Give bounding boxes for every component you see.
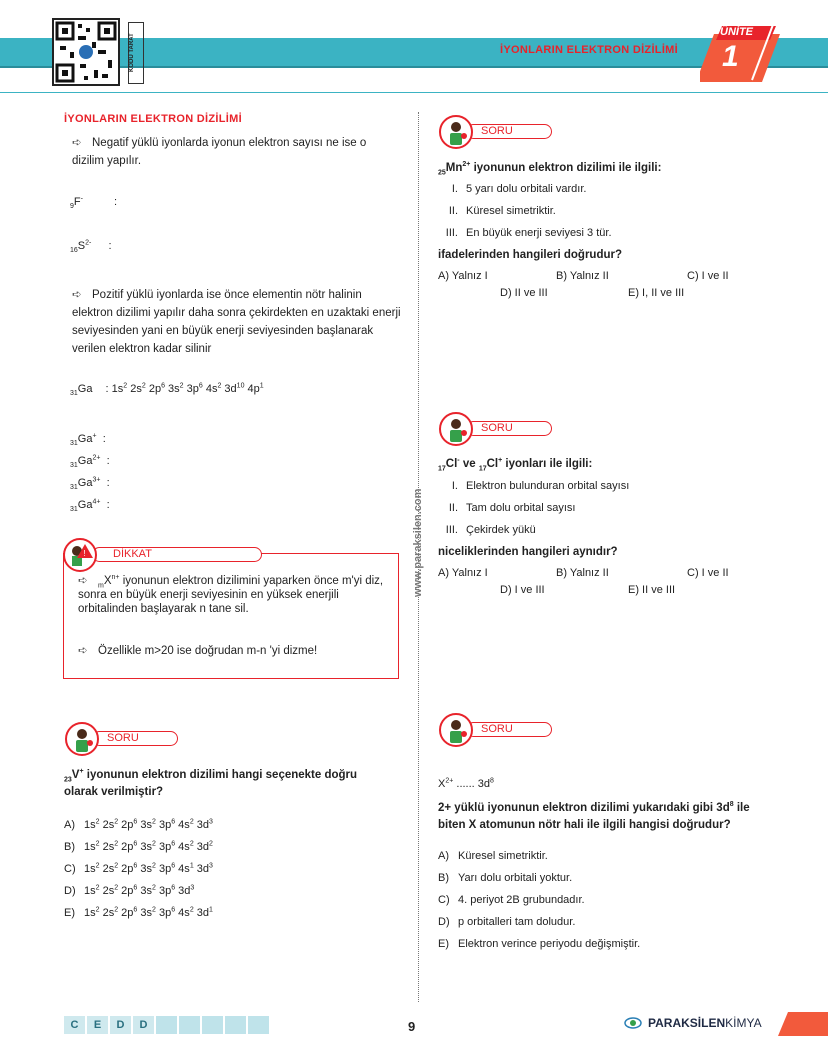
header-rule: [0, 92, 828, 93]
roman-item: III. En büyük enerji seviyesi 3 tür.: [445, 227, 612, 239]
dikkat-box: [63, 553, 399, 679]
s-ion: $_{16}S^{2-}$ :: [70, 239, 112, 255]
arrow-icon: ➪: [78, 645, 88, 657]
q2-opt-b[interactable]: B) Yalnız II: [556, 567, 609, 579]
q1-opt-c[interactable]: C) I ve II: [687, 270, 729, 282]
q3-options: [438, 845, 640, 955]
svg-text:!: !: [83, 549, 86, 558]
answer-key-strip: [64, 1016, 271, 1034]
soru-label-q1: SORU: [466, 124, 552, 139]
brand-logo: [624, 1014, 762, 1032]
left-option[interactable]: D) $1s^2$ $2s^2$ $2p^6$ $3s^2$ $3p^6$ $3d^3$: [64, 884, 195, 897]
brand-name: PARAKSİLEN: [648, 1016, 726, 1030]
left-option[interactable]: A) $1s^2$ $2s^2$ $2p^6$ $3s^2$ $3p^6$ $4s^2$ $3d^3$: [64, 818, 213, 831]
roman-item: I. 5 yarı dolu orbitali vardır.: [451, 183, 587, 195]
left-option[interactable]: C) $1s^2$ $2s^2$ $2p^6$ $3s^2$ $3p^6$ $4s^1$ $3d^3$: [64, 862, 213, 875]
answer-cell: D: [133, 1016, 154, 1034]
roman-item: II. Tam dolu orbital sayısı: [448, 502, 576, 514]
arrow-icon: ➪: [72, 289, 82, 301]
q2-prompt: niceliklerinden hangileri aynıdır?: [438, 546, 618, 558]
q1-opt-b[interactable]: B) Yalnız II: [556, 270, 609, 282]
soru-label-q2: SORU: [466, 421, 552, 436]
answer-cell-empty: [225, 1016, 246, 1034]
answer-cell: C: [64, 1016, 85, 1034]
watermark: [405, 470, 431, 600]
kodu-tarat-label: KODU TARAT: [128, 22, 144, 84]
teacher-avatar-icon: [65, 722, 99, 756]
corner-accent: [778, 1012, 828, 1036]
arrow-icon: ➪: [72, 137, 82, 149]
answer-cell-empty: [179, 1016, 200, 1034]
unite-badge: [700, 20, 780, 82]
q1-prompt: ifadelerinden hangileri doğrudur?: [438, 249, 623, 261]
ga-ions-list: [70, 428, 110, 516]
answer-cell: D: [110, 1016, 131, 1034]
roman-item: I. Elektron bulunduran orbital sayısı: [451, 480, 630, 492]
q1-opt-e[interactable]: E) I, II ve III: [628, 287, 685, 299]
q2-opt-e[interactable]: E) II ve III: [628, 584, 676, 596]
ga-ion-item: $_{31}Ga^{2+}$ :: [70, 454, 110, 470]
brand-subname: KİMYA: [725, 1016, 762, 1030]
roman-item: III. Çekirdek yükü: [445, 524, 536, 536]
q3-title: 2+ yüklü iyonunun elektron dizilimi yukarıdaki gibi $3d^8$ ile biten X atomunun nötr hali ile ilgili hangisi doğrudur?: [438, 801, 750, 831]
q2-items: [438, 475, 629, 541]
q3-given: $X^{2+}$ ...... $3d^8$: [438, 777, 494, 790]
bullet-negative: ➪ Negatif yüklü iyonlarda iyonun elektron sayısı ne ise o dizilim yapılır.: [72, 134, 392, 170]
f-ion: $_9$F- :: [70, 195, 118, 211]
dikkat-label: DİKKAT: [92, 547, 262, 562]
q3-option[interactable]: C) 4. periyot 2B grubundadır.: [438, 894, 585, 906]
q3-option[interactable]: B) Yarı dolu orbitali yoktur.: [438, 872, 573, 884]
dikkat-rule-1: ➪ $_mX^{n+}$ iyonunun elektron dizilimini yaparken önce m'yi diz, sonra en büyük enerji seviyesinin en yüksek enerjili orbitalinden başlayarak n tane sil.: [78, 574, 384, 615]
teacher-avatar-icon: [439, 713, 473, 747]
header-title: İYONLARIN ELEKTRON DİZİLİMİ: [500, 44, 678, 56]
qr-code[interactable]: [52, 18, 120, 86]
brand-eye-icon: [624, 1014, 642, 1032]
left-options: [64, 814, 213, 924]
ga-ion-item: $_{31}Ga^{4+}$ :: [70, 498, 110, 514]
q1-items: [438, 178, 612, 244]
bullet-positive: ➪ Pozitif yüklü iyonlarda ise önce elementin nötr halinin elektron dizilimi yapılır daha sonra çekirdekten en uzaktaki enerji seviyesinden yani en büyük enerji seviyesinden başlanarak verilen elektron kadar silinir: [72, 286, 402, 358]
left-option[interactable]: B) $1s^2$ $2s^2$ $2p^6$ $3s^2$ $3p^6$ $4s^2$ $3d^2$: [64, 840, 213, 853]
warning-icon: [63, 538, 97, 572]
q2-opt-a[interactable]: A) Yalnız I: [438, 567, 488, 579]
q3-option[interactable]: D) p orbitalleri tam doludur.: [438, 916, 576, 928]
q1-opt-a[interactable]: A) Yalnız I: [438, 270, 488, 282]
unite-label: ÜNİTE: [720, 26, 753, 38]
arrow-icon: ➪: [78, 575, 88, 587]
q2-opt-c[interactable]: C) I ve II: [687, 567, 729, 579]
answer-cell-empty: [202, 1016, 223, 1034]
q3-option[interactable]: E) Elektron verince periyodu değişmiştir.: [438, 938, 641, 950]
left-option[interactable]: E) $1s^2$ $2s^2$ $2p^6$ $3s^2$ $3p^6$ $4s^2$ $3d^1$: [64, 906, 213, 919]
q1-opt-d[interactable]: D) II ve III: [500, 287, 548, 299]
ga-ion-item: $_{31}$Ga+ :: [70, 432, 106, 448]
unite-number: 1: [722, 40, 739, 73]
soru-label-left: SORU: [92, 731, 178, 746]
answer-cell: E: [87, 1016, 108, 1034]
soru-label-q3: SORU: [466, 722, 552, 737]
watermark-text: www.paraksilen.com: [412, 488, 424, 597]
page-number: 9: [408, 1019, 416, 1034]
teacher-avatar-icon: [439, 412, 473, 446]
left-question: $_{23}$V+ iyonunun elektron dizilimi hangi seçenekte doğru olarak verilmiştir?: [64, 768, 358, 798]
answer-cell-empty: [248, 1016, 269, 1034]
q1-title: $_{25}Mn^{2+}$ iyonunun elektron dizilimi ile ilgili:: [438, 161, 662, 177]
dikkat-rule-2: ➪ Özellikle m>20 ise doğrudan m-n 'yi dizme!: [78, 642, 392, 660]
ga-ion-item: $_{31}Ga^{3+}$ :: [70, 476, 110, 492]
q2-opt-d[interactable]: D) I ve III: [500, 584, 545, 596]
teacher-avatar-icon: [439, 115, 473, 149]
ga-config: $_{31}$Ga : $1s^2$ $2s^2$ $2p^6$ $3s^2$ $3p^6$ $4s^2$ $3d^{10}$ $4p^1$: [70, 382, 264, 398]
answer-cell-empty: [156, 1016, 177, 1034]
q3-option[interactable]: A) Küresel simetriktir.: [438, 850, 548, 862]
q2-title: $_{17}$Cl- ve $_{17}$Cl+ iyonları ile ilgili:: [438, 457, 593, 473]
section-title: İYONLARIN ELEKTRON DİZİLİMİ: [64, 113, 242, 125]
roman-item: II. Küresel simetriktir.: [448, 205, 556, 217]
